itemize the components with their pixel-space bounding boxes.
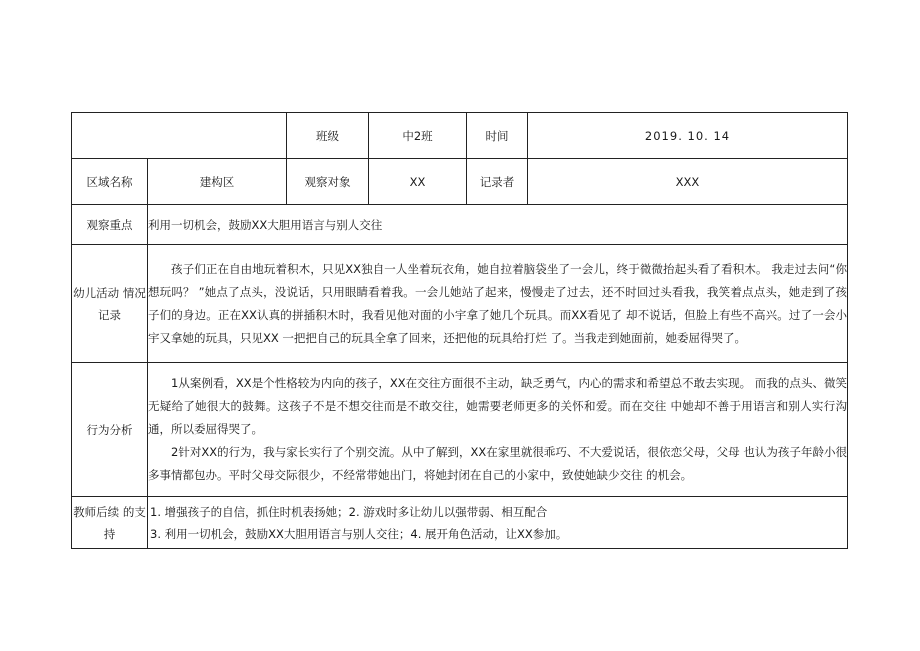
analysis-paragraph-1: 1从案例看，XX是个性格较为内向的孩子，XX在交往方面很不主动，缺乏勇气，内心的需求和希望总不敢去实现。 而我的点头、微笑无疑给了她很大的鼓舞。这孩子不是不想交往而是不敢交往，她需要老师更多的关怀和爱。而在交往 中她却不善于用语言和别人实行沟通，所以委屈得哭了。 <box>148 376 847 436</box>
support-row <box>72 497 848 549</box>
area-value: 建构区 <box>148 159 287 205</box>
subject-value: XX <box>369 159 467 205</box>
activity-row <box>72 245 848 363</box>
analysis-row <box>72 363 848 497</box>
support-line-2: 3. 利用一切机会，鼓励XX大胆用语言与别人交往；4. 展开角色活动，让XX参加。 <box>150 526 568 541</box>
analysis-paragraph-2: 2针对XX的行为，我与家长实行了个别交流。从中了解到，XX在家里就很乖巧、不大爱说话，很依恋父母，父母 也认为孩子年龄小很多事情都包办。平时父母交际很少，不经常带她出门，将她封闭在自己的小家中，致使她缺少交往 的机会。 <box>148 445 847 482</box>
analysis-label: 行为分析 <box>72 363 148 497</box>
info-row <box>72 159 848 205</box>
focus-label: 观察重点 <box>72 205 148 245</box>
time-value: 2019. 10. 14 <box>528 113 848 159</box>
support-label: 教师后续 的支持 <box>72 497 148 549</box>
support-line-1: 1. 增强孩子的自信，抓住时机表扬她；2. 游戏时多让幼儿以强带弱、相互配合 <box>150 504 548 519</box>
focus-row <box>72 205 848 245</box>
focus-value: 利用一切机会，鼓励XX大胆用语言与别人交往 <box>148 205 848 245</box>
support-cell <box>148 497 848 549</box>
recorder-label: 记录者 <box>467 159 528 205</box>
time-label: 时间 <box>467 113 528 159</box>
analysis-cell <box>148 363 848 497</box>
header-row <box>72 113 848 159</box>
activity-label: 幼儿活动 情况记录 <box>72 245 148 363</box>
class-value: 中2班 <box>369 113 467 159</box>
class-label: 班级 <box>287 113 369 159</box>
blank-header-cell <box>72 113 287 159</box>
activity-record-cell <box>148 245 848 363</box>
activity-record-text: 孩子们正在自由地玩着积木，只见XX独自一人坐着玩衣角，她自拉着脑袋坐了一会儿，终于微微抬起头看了看积木。 我走过去问“你想玩吗？ ”她点了点头，没说话，只用眼睛看着我。一会儿她站了起来，慢慢走了过去，还不时回过头看我，我笑着点点头，她走到了孩子们的身边。正在XX认真的拼插积木时，我看见他对面的小宇拿了她几个玩具。而XX看见了 却不说话，但脸上有些不高兴。过了一会小宇又拿她的玩具，只见XX 一把把自己的玩具全拿了回来，还把他的玩具给打烂 了。当我走到她面前，她委屈得哭了。 <box>148 261 847 345</box>
observation-record-table <box>71 112 848 549</box>
area-label: 区域名称 <box>72 159 148 205</box>
subject-label: 观察对象 <box>287 159 369 205</box>
recorder-value: XXX <box>528 159 848 205</box>
